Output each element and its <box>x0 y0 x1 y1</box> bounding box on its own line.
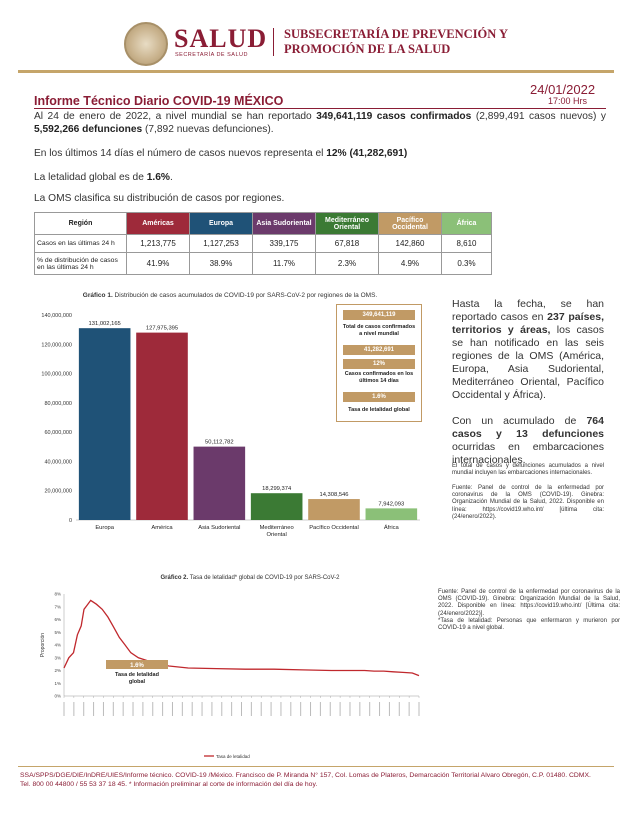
bar-value-label: 131,002,165 <box>88 321 121 328</box>
bar <box>251 493 303 520</box>
paragraph-regions: La OMS clasifica su distribución de casos por regiones. <box>34 193 285 204</box>
x-tick-label-mark <box>409 702 410 716</box>
th-africa: África <box>442 213 492 235</box>
x-tick-label-mark <box>202 702 203 716</box>
x-tick-label-mark <box>280 702 281 716</box>
side-s1-a: Hasta la fecha, se han reportado casos en <box>452 298 604 323</box>
x-tick-label: Mediterráneo Oriental <box>259 525 294 538</box>
annotation-value: 1.6% <box>130 663 144 669</box>
p1-confirmed: 349,641,119 casos confirmados <box>316 111 472 122</box>
table-cell: 142,860 <box>379 235 442 253</box>
x-tick-label-mark <box>310 702 311 716</box>
x-tick-label-mark <box>320 702 321 716</box>
bar <box>308 499 360 520</box>
th-asia: Asia Sudoriental <box>253 213 316 235</box>
p3-text-c: . <box>169 172 173 183</box>
y-tick-label: 5% <box>54 629 61 635</box>
p2-value: 12% (41,282,691) <box>326 148 408 159</box>
summary-total-label: Total de casos confirmados a nivel mundial <box>342 324 416 337</box>
table-cell: 0.3% <box>442 253 492 275</box>
side-s2-b: 764 casos y 13 defunciones <box>452 415 604 440</box>
summary-14d-value: 41,282,691 <box>343 345 415 355</box>
chart1-title-text: Distribución de casos acumulados de COVID-19 por SARS-CoV-2 por regiones de la OMS. <box>112 292 378 299</box>
report-time: 17:00 Hrs <box>548 96 588 106</box>
x-tick-label-mark <box>142 702 143 716</box>
legend-label: Tasa de letalidad <box>216 754 250 759</box>
y-tick-label: 140,000,000 <box>41 313 72 319</box>
header-title <box>284 27 544 57</box>
paragraph-global-cases <box>34 110 606 136</box>
x-tick-label-mark <box>271 702 272 716</box>
chart2-note-definition: *Tasa de letalidad: Personas que enfermaron y murieron por COVID-19 a nivel global. <box>438 617 620 632</box>
bar-value-label: 50,112,782 <box>205 439 234 446</box>
report-date: 24/01/2022 <box>530 82 596 97</box>
chart1-title <box>70 292 390 299</box>
y-tick-label: 6% <box>54 617 61 622</box>
side-paragraph-countries <box>452 298 604 402</box>
coat-of-arms-seal <box>124 22 168 66</box>
chart2-axis <box>40 592 420 717</box>
th-mediterraneo: Mediterráneo Oriental <box>316 213 379 235</box>
x-tick-label-mark <box>340 702 341 716</box>
bar-value-label: 18,299,374 <box>262 486 292 493</box>
th-europa: Europa <box>190 213 253 235</box>
x-tick-label-mark <box>369 702 370 716</box>
side-note-totals: El total de casos y defunciones acumulados a nivel mundial incluyen las embarcaciones internacionales. <box>452 463 604 477</box>
table-cell: 11.7% <box>253 253 316 275</box>
th-region: Región <box>35 213 127 235</box>
x-tick-label-mark <box>64 702 65 716</box>
x-tick-label-mark <box>162 702 163 716</box>
y-axis-label: Proporción <box>40 632 46 658</box>
paragraph-lethality <box>34 171 606 184</box>
top-rule <box>18 70 614 73</box>
th-americas: Américas <box>127 213 190 235</box>
y-tick-label: 100,000,000 <box>41 371 72 378</box>
x-tick-label-mark <box>389 702 390 716</box>
x-tick-label: América <box>151 525 173 531</box>
x-tick-label-mark <box>241 702 242 716</box>
title-rule <box>34 108 606 109</box>
salud-logo-sub: SECRETARÍA DE SALUD <box>175 52 248 58</box>
summary-14d-pct: 12% <box>343 359 415 369</box>
x-tick-label-mark <box>192 702 193 716</box>
p1-deaths: 5,592,266 defunciones <box>34 124 143 135</box>
row-label: Casos en las últimas 24 h <box>35 235 127 253</box>
bar <box>136 333 188 520</box>
x-tick-label-mark <box>419 702 420 716</box>
table-cell: 41.9% <box>127 253 190 275</box>
paragraph-14-days <box>34 147 606 160</box>
summary-total-value: 349,641,119 <box>343 310 415 320</box>
x-tick-label-mark <box>359 702 360 716</box>
chart2-title <box>130 575 370 581</box>
side-paragraph-ships <box>452 415 604 467</box>
p2-text-a: En los últimos 14 días el número de casos nuevos representa el <box>34 148 327 159</box>
y-tick-label: 60,000,000 <box>44 430 72 437</box>
bar-value-label: 14,308,546 <box>319 492 349 499</box>
x-tick-label-mark <box>399 702 400 716</box>
chart2-notes <box>438 589 620 632</box>
row-label: % de distribución de casos en las últimas 24 h <box>35 253 127 275</box>
table-header-row <box>35 213 492 235</box>
x-tick-label-mark <box>123 702 124 716</box>
chart2-title-text: Tasa de letalidad* global de COVID-19 por SARS-CoV-2 <box>188 575 340 581</box>
summary-lethality-label: Tasa de letalidad global <box>348 407 410 413</box>
p3-text-a: La letalidad global es de <box>34 172 147 183</box>
summary-legend-box <box>336 304 422 422</box>
p1-text-a: Al 24 de enero de 2022, a nivel mundial se han reportado <box>34 111 317 122</box>
table-cell: 4.9% <box>379 253 442 275</box>
header-title-line2: PROMOCIÓN DE LA SALUD <box>284 42 451 56</box>
x-tick-label-mark <box>261 702 262 716</box>
bar-value-label: 127,975,395 <box>145 325 179 332</box>
side-s2-a: Con un acumulado de <box>452 415 587 427</box>
p1-text-e: (7,892 nuevas defunciones). <box>142 124 274 135</box>
regions-table <box>34 212 492 275</box>
x-tick-label-mark <box>330 702 331 716</box>
footer-line1: SSA/SPPS/DGE/DIE/InDRE/UIES/Informe técnico. COVID-19 /México. Francisco de P. Miranda N° 157, Col. Lomas de Plateros, Demarcación Territorial Alvaro Obregón, C.P. 01480. CDMX. <box>20 772 591 779</box>
x-tick-label-mark <box>211 702 212 716</box>
y-tick-label: 8% <box>54 591 61 597</box>
x-tick-label-mark <box>300 702 301 716</box>
summary-lethality-value: 1.6% <box>343 392 415 402</box>
y-tick-label: 0 <box>68 518 72 524</box>
p3-value: 1.6% <box>146 172 170 183</box>
table-cell: 2.3% <box>316 253 379 275</box>
x-tick-label-mark <box>231 702 232 716</box>
bar <box>366 508 418 520</box>
chart1-title-label: Gráfico 1. <box>82 292 113 299</box>
table-row <box>35 253 492 275</box>
p1-text-c: (2,899,491 casos nuevos) y <box>471 111 606 122</box>
x-tick-label-mark <box>133 702 134 716</box>
y-tick-label: 40,000,000 <box>44 459 72 466</box>
footer-line2: Tel. 800 00 44800 / 55 53 37 18 45. * Información preliminar al corte de información del día de hoy. <box>20 781 318 788</box>
y-tick-label: 1% <box>54 680 61 686</box>
x-tick-label-mark <box>73 702 74 716</box>
table-cell: 38.9% <box>190 253 253 275</box>
side-s2-c: ocurridas en embarcaciones internacionales. <box>452 441 604 466</box>
x-tick-label: Pacífico Occidental <box>309 525 359 531</box>
y-tick-label: 0% <box>54 693 61 699</box>
x-tick-label-mark <box>221 702 222 716</box>
salud-logo: SALUD <box>174 24 268 53</box>
x-tick-label-mark <box>172 702 173 716</box>
x-tick-label-mark <box>290 702 291 716</box>
bar <box>194 447 246 520</box>
x-tick-label-mark <box>251 702 252 716</box>
y-tick-label: 2% <box>54 668 61 673</box>
summary-14d-label: Casos confirmados en los últimos 14 días <box>344 371 414 384</box>
x-tick-label-mark <box>349 702 350 716</box>
header-title-line1: SUBSECRETARÍA DE PREVENCIÓN Y <box>284 27 508 41</box>
chart2-series <box>64 600 419 759</box>
side-s1-b: 237 países, territorios y áreas, <box>452 311 604 336</box>
y-tick-label: 4% <box>54 642 61 648</box>
report-title: Informe Técnico Diario COVID-19 MÉXICO <box>34 94 284 108</box>
footer-rule <box>18 766 614 767</box>
x-tick-label-mark <box>379 702 380 716</box>
annotation-label: Tasa de letalidad global <box>115 672 159 685</box>
chart2-title-label: Gráfico 2. <box>160 575 189 581</box>
x-tick-label: África <box>383 525 399 531</box>
chart2-line-chart <box>34 584 434 764</box>
table-cell: 1,213,775 <box>127 235 190 253</box>
x-tick-label-mark <box>83 702 84 716</box>
x-tick-label-mark <box>113 702 114 716</box>
bar <box>79 328 131 520</box>
x-tick-label-mark <box>103 702 104 716</box>
header-divider <box>273 28 274 56</box>
table-cell: 339,175 <box>253 235 316 253</box>
x-tick-label-mark <box>93 702 94 716</box>
bar-value-label: 7,942,093 <box>378 501 405 508</box>
x-tick-label-mark <box>182 702 183 716</box>
footer <box>20 771 616 789</box>
table-cell: 1,127,253 <box>190 235 253 253</box>
side-s1-c: los casos se han notificado en las seis regiones de la OMS (América, Europa, Asia Sudoriental, Mediterráneo Oriental, Pacífico Occidental y África). <box>452 324 604 401</box>
y-tick-label: 3% <box>54 655 61 661</box>
chart2-annotation <box>106 660 168 685</box>
th-pacifico: Pacífico Occidental <box>379 213 442 235</box>
y-tick-label: 120,000,000 <box>41 342 72 349</box>
table-row <box>35 235 492 253</box>
y-tick-label: 20,000,000 <box>44 488 72 495</box>
chart2-note-source: Fuente: Panel de control de la enfermedad por coronavirus de la OMS (COVID-19). Ginebra: Organización Mundial de la Salud, 2022. Disponible en línea: https://covid19.who.int/ [Última cita: (24/enero/2022)]. <box>438 589 620 617</box>
x-tick-label-mark <box>152 702 153 716</box>
table-cell: 67,818 <box>316 235 379 253</box>
x-tick-label: Asia Sudoriental <box>198 525 241 531</box>
y-tick-label: 7% <box>54 604 61 610</box>
side-note-source: Fuente: Panel de control de la enfermedad por coronavirus de la OMS (COVID-19). Ginebra: Organización Mundial de la Salud, 2022. Disponible en línea: https://covid19.who.int/ [última cita: (24/enero/2022). <box>452 485 604 520</box>
y-tick-label: 80,000,000 <box>44 400 72 407</box>
x-tick-label: Europa <box>95 525 115 531</box>
table-cell: 8,610 <box>442 235 492 253</box>
